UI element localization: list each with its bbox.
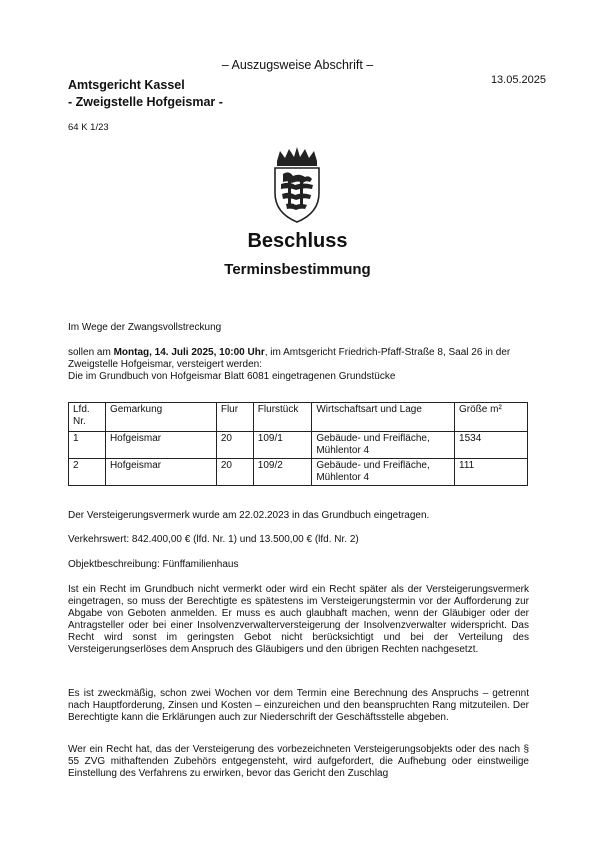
court-name: Amtsgericht Kassel bbox=[68, 78, 185, 92]
file-number: 64 K 1/23 bbox=[68, 122, 109, 133]
market-value: Verkehrswert: 842.400,00 € (lfd. Nr. 1) und 13.500,00 € (lfd. Nr. 2) bbox=[68, 534, 359, 545]
register-note: Der Versteigerungsvermerk wurde am 22.02.2023 in das Grundbuch eingetragen. bbox=[68, 510, 430, 521]
excerpt-note: – Auszugsweise Abschrift – bbox=[221, 58, 374, 72]
table-cell: Hofgeismar bbox=[105, 432, 216, 459]
document-title: Beschluss bbox=[247, 230, 348, 252]
document-subtitle: Terminsbestimmung bbox=[224, 261, 371, 278]
col-header-gemarkung: Gemarkung bbox=[105, 403, 216, 432]
col-header-lfd-nr: Lfd. Nr. bbox=[69, 403, 106, 432]
object-description: Objektbeschreibung: Fünffamilienhaus bbox=[68, 559, 239, 570]
appointment-text bbox=[68, 347, 529, 383]
table-cell: Gebäude- und Freifläche, Mühlentor 4 bbox=[312, 432, 455, 459]
intro-text: Im Wege der Zwangsvollstreckung bbox=[68, 322, 222, 333]
table-cell: 20 bbox=[216, 432, 253, 459]
col-header-flurstueck: Flurstück bbox=[253, 403, 312, 432]
col-header-groesse: Größe m² bbox=[455, 403, 528, 432]
paragraph-claims: Es ist zweckmäßig, schon zwei Wochen vor dem Termin eine Berechnung des Anspruchs – getrennt nach Hauptforderung, Zinsen und Kosten – einzureichen und den beanspruchten Rang mitzuteilen. Der Berechtigte kann die Erklärungen auch zur Niederschrift der Geschäftsstelle abgeben. bbox=[68, 688, 529, 723]
court-block bbox=[68, 77, 223, 111]
paragraph-objection: Wer ein Recht hat, das der Versteigerung des vorbezeichneten Versteigerungsobjekts oder des nach § 55 ZVG mithaftenden Zubehörs entgegensteht, wird aufgefordert, die Aufhebung oder einstweilige Einstellung des Verfahrens zu erwirken, bevor das Gericht den Zuschlag bbox=[68, 744, 529, 779]
paragraph-rights: Ist ein Recht im Grundbuch nicht vermerkt oder wird ein Recht später als der Versteigerungsvermerk eingetragen, so muss der Berechtigte es spätestens im Versteigerungstermin vor der Aufforderung zur Abgabe von Geboten anmelden. Er muss es auch glaubhaft machen, wenn der Gläubiger oder der Antragsteller oder bei einer Insolvenzverwalterversteigerung der Insolvenzverwalter widerspricht. Das Recht wird sonst im geringsten Gebot nicht berücksichtigt und bei der Verteilung des Versteigerungserlöses dem Anspruch des Gläubigers und den übrigen Rechten nachgesetzt. bbox=[68, 584, 529, 655]
court-branch: - Zweigstelle Hofgeismar - bbox=[68, 95, 223, 109]
appointment-date: Montag, 14. Juli 2025, 10:00 Uhr bbox=[113, 347, 265, 358]
table-cell: Gebäude- und Freifläche, Mühlentor 4 bbox=[312, 459, 455, 486]
table-cell: 111 bbox=[455, 459, 528, 486]
document-date: 13.05.2025 bbox=[490, 74, 546, 86]
appointment-location: , im Amtsgericht Friedrich-Pfaff-Straße 8, Saal 26 in der Zweigstelle Hofgeismar, versteigert werden: bbox=[68, 347, 511, 370]
col-header-wirtschaftsart: Wirtschaftsart und Lage bbox=[312, 403, 455, 432]
property-intro: Die im Grundbuch von Hofgeismar Blatt 6081 eingetragenen Grundstücke bbox=[68, 371, 396, 382]
table-cell: 1534 bbox=[455, 432, 528, 459]
table-cell: 1 bbox=[69, 432, 106, 459]
table-cell: 109/2 bbox=[253, 459, 312, 486]
appointment-lead: sollen am bbox=[68, 347, 114, 358]
table-row bbox=[69, 432, 528, 459]
table-cell: 20 bbox=[216, 459, 253, 486]
col-header-flur: Flur bbox=[216, 403, 253, 432]
hesse-coat-of-arms bbox=[267, 147, 327, 223]
property-table bbox=[68, 402, 528, 486]
table-cell: Hofgeismar bbox=[105, 459, 216, 486]
table-cell: 109/1 bbox=[253, 432, 312, 459]
table-row bbox=[69, 459, 528, 486]
table-header-row bbox=[69, 403, 528, 432]
table-cell: 2 bbox=[69, 459, 106, 486]
